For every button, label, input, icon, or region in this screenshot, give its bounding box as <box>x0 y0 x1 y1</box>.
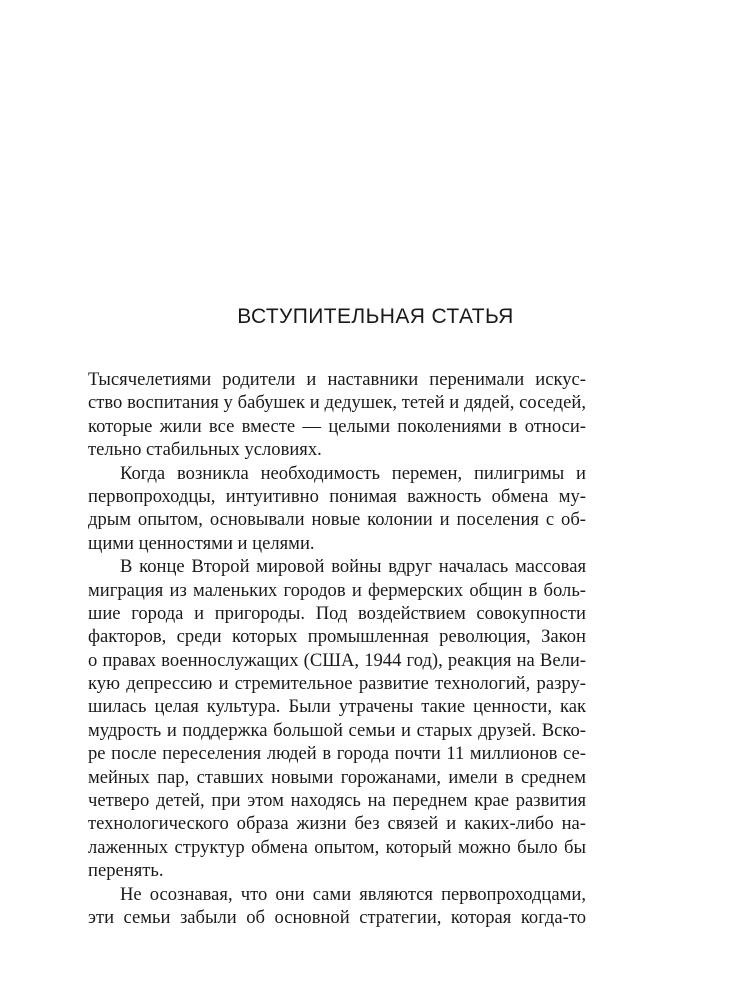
section-heading: ВСТУПИТЕЛЬНАЯ СТАТЬЯ <box>237 305 514 328</box>
text-line: перенять. <box>88 860 164 882</box>
text-line: Тысячелетиями родители и наставники перенимали искус- <box>88 369 586 390</box>
text-line: ре после переселения людей в города почти 11 миллионов се- <box>88 743 586 765</box>
text-line: В конце Второй мировой войны вдруг началась массовая <box>120 556 586 578</box>
text-line: мейных пар, ставших новыми горожанами, имели в среднем <box>88 766 586 788</box>
paragraph-2 <box>88 462 586 556</box>
body-text <box>88 368 586 929</box>
text-line: щими ценностями и целями. <box>88 532 315 554</box>
text-line: технологического образа жизни без связей и каких-либо на- <box>88 813 586 835</box>
text-line: кую депрессию и стремительное развитие технологий, разру- <box>88 673 586 695</box>
text-line: миграция из маленьких городов и фермерских общин в боль- <box>88 579 586 601</box>
text-line: Когда возникла необходимость перемен, пилигримы и <box>120 462 586 484</box>
text-line: шие города и пригороды. Под воздействием совокупности <box>88 602 586 624</box>
text-line: ство воспитания у бабушек и дедушек, тетей и дядей, соседей, <box>88 392 586 414</box>
paragraph-1 <box>88 368 586 462</box>
paragraph-4 <box>88 883 586 930</box>
text-line: которые жили все вместе — целыми поколениями в относи- <box>88 415 586 437</box>
text-line: тельно стабильных условиях. <box>88 439 322 461</box>
text-line: мудрость и поддержка большой семьи и старых друзей. Вско- <box>88 719 586 741</box>
text-line: лаженных структур обмена опытом, который можно было бы <box>88 836 586 858</box>
text-line: дрым опытом, основывали новые колонии и поселения с об- <box>88 509 586 531</box>
text-line: первопроходцы, интуитивно понимая важность обмена му- <box>88 485 586 507</box>
text-line: Не осознавая, что они сами являются первопроходцами, <box>120 883 586 905</box>
paragraph-3 <box>88 555 586 882</box>
text-line: четверо детей, при этом находясь на переднем крае развития <box>88 790 586 812</box>
text-line: о правах военнослужащих (США, 1944 год), реакция на Вели- <box>88 649 586 671</box>
text-line: шилась целая культура. Были утрачены такие ценности, как <box>88 696 586 718</box>
text-line: факторов, среди которых промышленная революция, Закон <box>88 626 586 648</box>
text-line: эти семьи забыли об основной стратегии, которая когда-то <box>88 906 586 928</box>
